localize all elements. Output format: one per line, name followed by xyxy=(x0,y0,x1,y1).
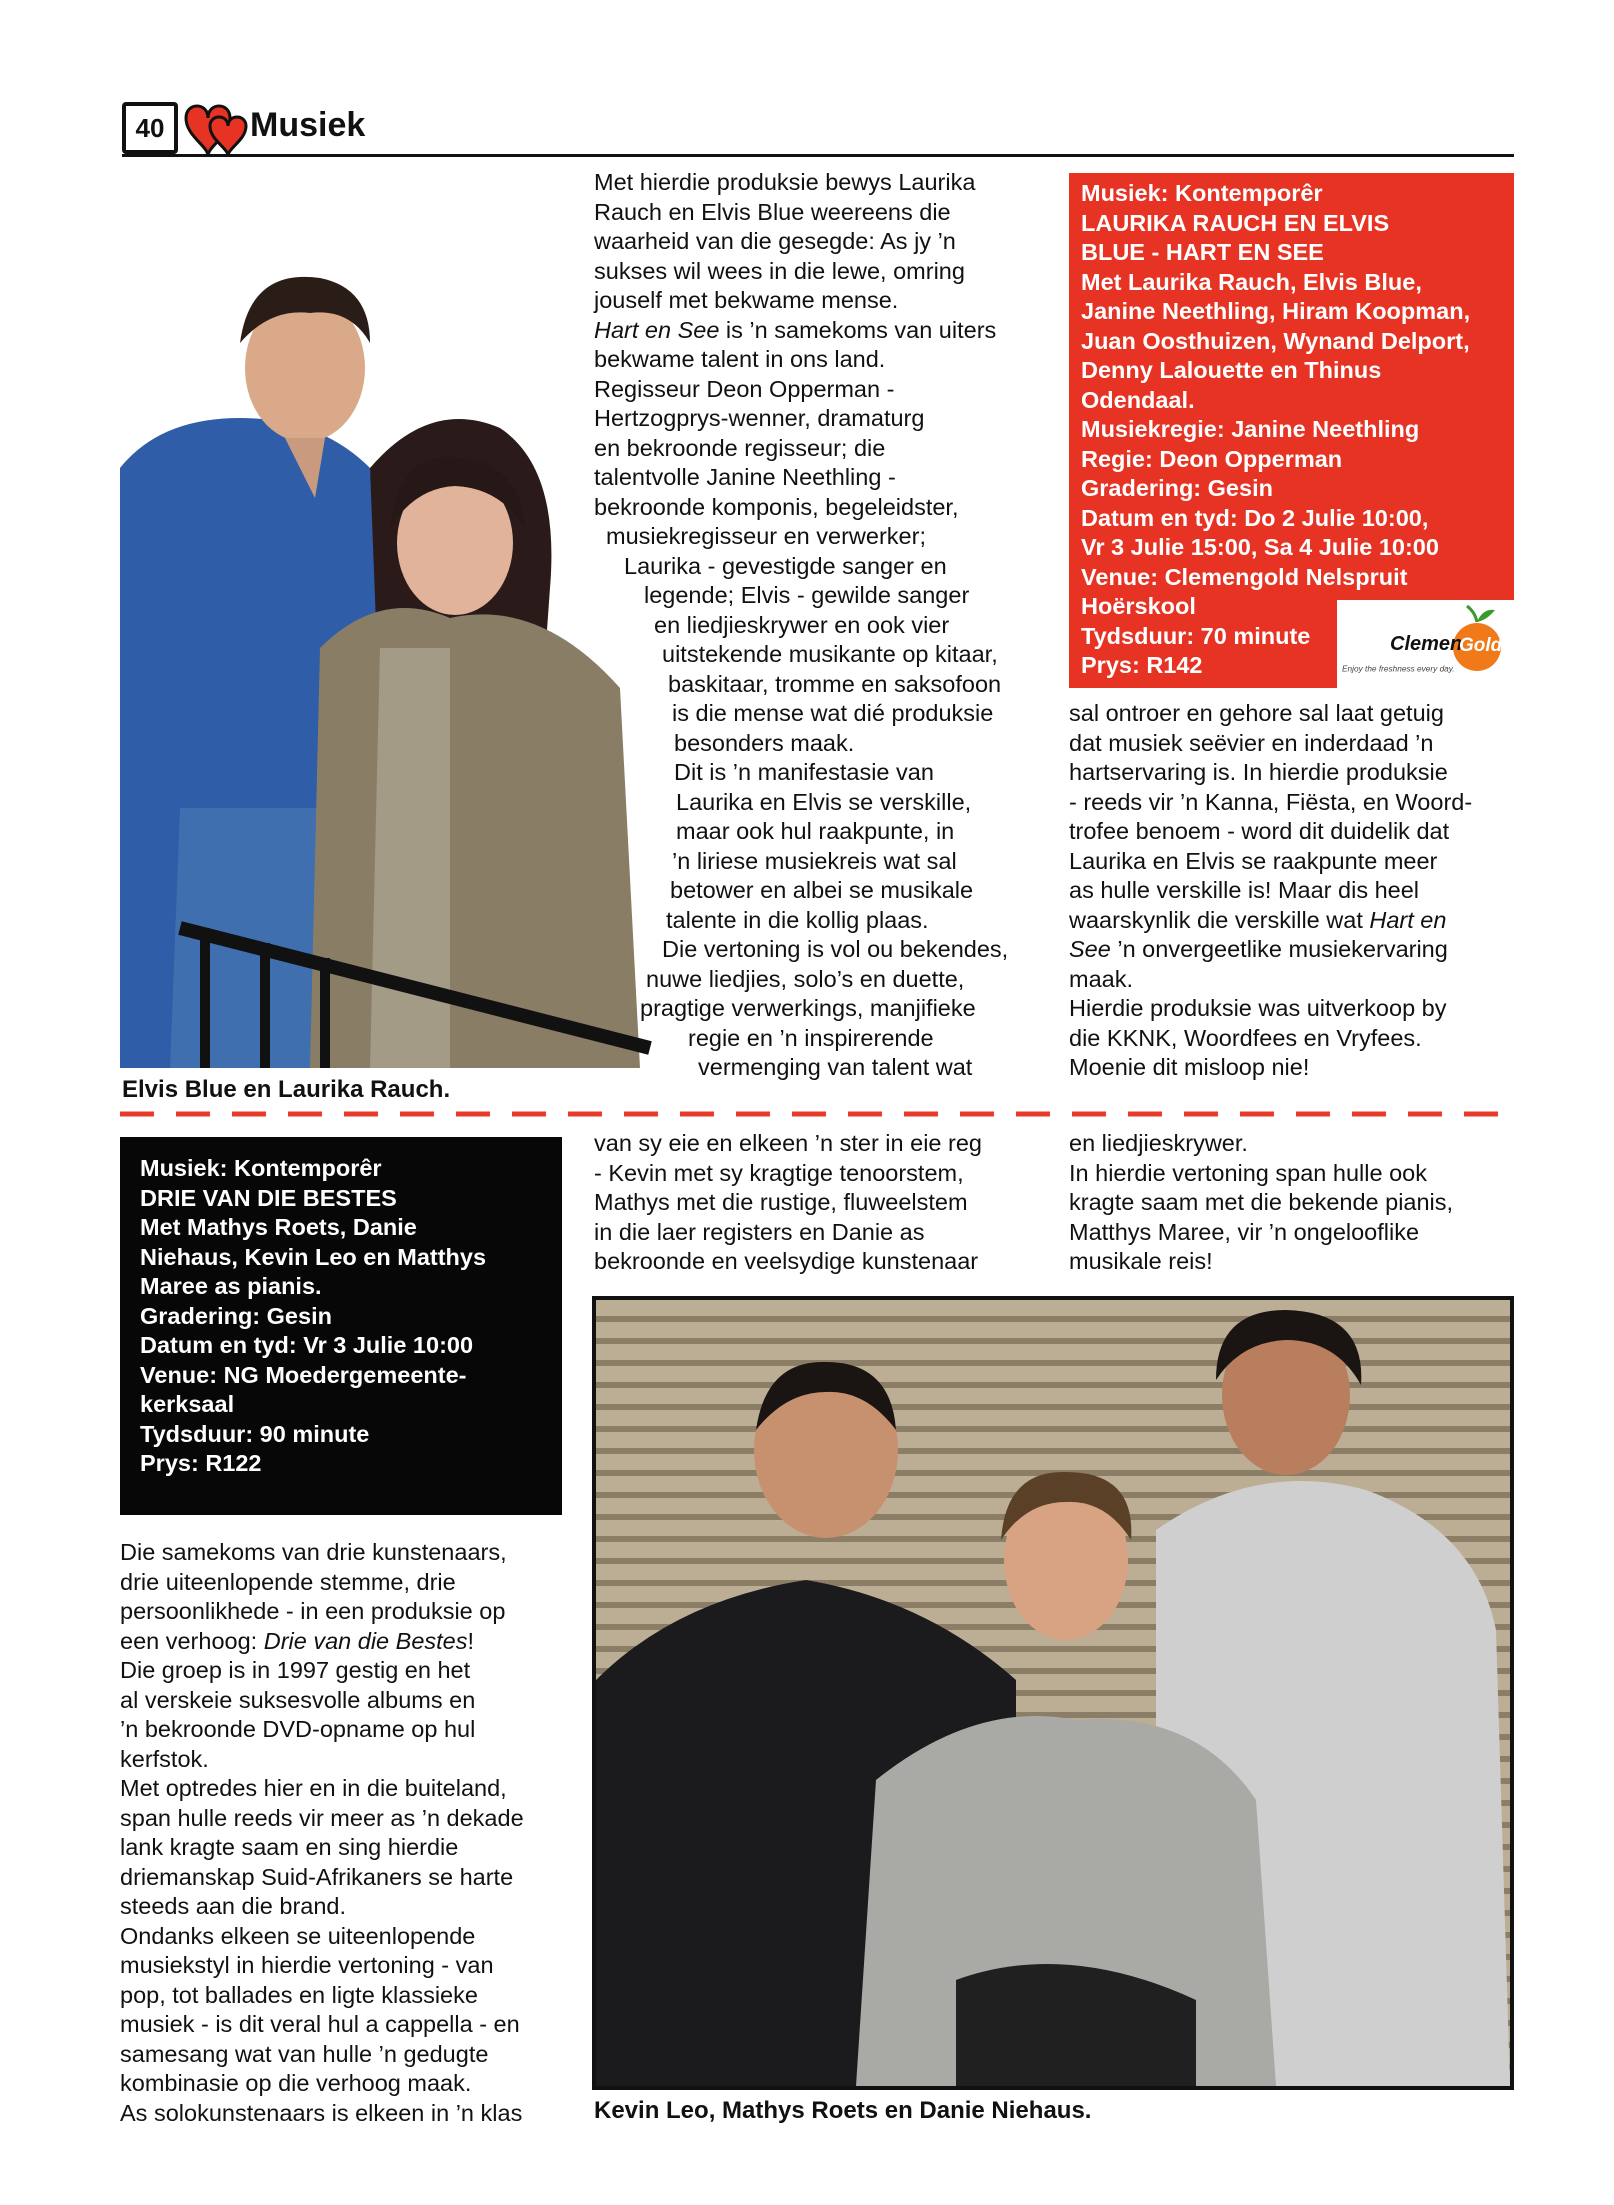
text-line: Hierdie produksie was uitverkoop by xyxy=(1069,995,1447,1021)
text-line: musiekstyl in hierdie vertoning - van xyxy=(120,1952,494,1978)
info-line: Maree as pianis. xyxy=(140,1273,322,1299)
text-line: Met hierdie produksie bewys Laurika xyxy=(594,169,976,195)
text-line: al verskeie suksesvolle albums en xyxy=(120,1686,476,1713)
text-line: Met optredes hier en in die buiteland, xyxy=(120,1775,507,1801)
info-line: Odendaal. xyxy=(1081,386,1195,413)
photo-elvis-laurika-illustration xyxy=(120,168,658,1068)
info-line: Musiekregie: Janine Neethling xyxy=(1081,416,1420,442)
header-rule xyxy=(122,154,1514,157)
info-line: Hoërskool xyxy=(1081,593,1196,619)
text-line: bekroonde komponis, begeleidster, xyxy=(594,493,959,520)
text-line: steeds aan die brand. xyxy=(120,1893,347,1919)
info-line: Datum en tyd: Do 2 Julie 10:00, xyxy=(1081,504,1429,531)
text-line: ’n bekroonde DVD-opname op hul xyxy=(120,1716,476,1742)
text-line: persoonlikhede - in een produksie op xyxy=(120,1598,506,1624)
text-line: uitstekende musikante op kitaar, xyxy=(662,641,998,667)
text-line: Hart en See is ’n samekoms van uiters xyxy=(594,316,997,343)
text-line: waarskynlik die verskille wat Hart en xyxy=(1069,906,1447,933)
text-line: - reeds vir ’n Kanna, Fiësta, en Woord- xyxy=(1069,788,1473,815)
info-line: Gradering: Gesin xyxy=(1081,475,1273,501)
info-line: Venue: Clemengold Nelspruit xyxy=(1081,563,1408,590)
info-line: Met Mathys Roets, Danie xyxy=(140,1214,417,1240)
text-line: in die laer registers en Danie as xyxy=(594,1218,925,1245)
text-line: bekroonde en veelsydige kunstenaar xyxy=(594,1248,979,1274)
text-line: nuwe liedjies, solo’s en duette, xyxy=(646,965,965,992)
text-line: baskitaar, tromme en saksofoon xyxy=(668,670,1002,697)
info-line: LAURIKA RAUCH EN ELVIS xyxy=(1081,209,1390,236)
text-line: Hertzogprys-wenner, dramaturg xyxy=(594,405,925,431)
info-line: Vr 3 Julie 15:00, Sa 4 Julie 10:00 xyxy=(1081,534,1439,560)
text-line: waarheid van die gesegde: As jy ’n xyxy=(594,228,956,254)
text-line: en bekroonde regisseur; die xyxy=(594,434,886,461)
section-divider xyxy=(120,1110,1514,1118)
text-line: trofee benoem - word dit duidelik dat xyxy=(1069,818,1450,844)
text-line: See ’n onvergeetlike musiekervaring xyxy=(1069,936,1448,962)
text-line: As solokunstenaars is elkeen in ’n klas xyxy=(120,2099,523,2126)
text-line: kragte saam met die bekende pianis, xyxy=(1069,1189,1454,1215)
photo-caption-2: Kevin Leo, Mathys Roets en Danie Niehaus. xyxy=(594,2097,1092,2124)
text-line: sal ontroer en gehore sal laat getuig xyxy=(1069,700,1444,726)
text-line: maak. xyxy=(1069,965,1133,992)
text-line: besonders maak. xyxy=(674,729,855,756)
info-line: Venue: NG Moedergemeente- xyxy=(140,1361,467,1388)
article1-column-3 xyxy=(1069,699,1472,1083)
text-line: Die groep is in 1997 gestig en het xyxy=(120,1657,471,1683)
text-line: dat musiek seëvier en inderdaad ’n xyxy=(1069,729,1434,756)
text-line: Moenie dit misloop nie! xyxy=(1069,1054,1310,1080)
text-line: betower en albei se musikale xyxy=(670,877,974,903)
photo-caption-1: Elvis Blue en Laurika Rauch. xyxy=(122,1076,451,1103)
text-line: bekwame talent in ons land. xyxy=(594,346,886,372)
text-line: span hulle reeds vir meer as ’n dekade xyxy=(120,1804,524,1831)
text-line: regie en ’n inspirerende xyxy=(688,1024,934,1051)
text-line: ’n liriese musiekreis wat sal xyxy=(672,847,957,874)
info-line: kerksaal xyxy=(140,1391,235,1417)
text-line: jouself met bekwame mense. xyxy=(594,287,899,313)
text-line: die KKNK, Woordfees en Vryfees. xyxy=(1069,1024,1422,1051)
info-line: Juan Oosthuizen, Wynand Delport, xyxy=(1081,327,1470,354)
text-line: talentvolle Janine Neethling - xyxy=(594,464,896,490)
text-line: maar ook hul raakpunte, in xyxy=(676,818,955,844)
text-line: - Kevin met sy kragtige tenoorstem, xyxy=(594,1159,964,1186)
text-line: Laurika - gevestigde sanger en xyxy=(624,552,947,579)
info-line: Regie: Deon Opperman xyxy=(1081,445,1343,472)
info-line: Tydsduur: 90 minute xyxy=(140,1420,370,1447)
text-line: Laurika en Elvis se verskille, xyxy=(676,788,972,815)
text-line: Die vertoning is vol ou bekendes, xyxy=(662,936,1009,962)
text-line: hartservaring is. In hierdie produksie xyxy=(1069,759,1448,785)
text-line: pop, tot ballades en ligte klassieke xyxy=(120,1981,478,2008)
text-line: kerfstok. xyxy=(120,1745,209,1772)
article2-column-2 xyxy=(594,1129,982,1277)
info-line: BLUE - HART EN SEE xyxy=(1081,239,1324,265)
info-line: Musiek: Kontemporêr xyxy=(1081,180,1323,206)
info-line: DRIE VAN DIE BESTES xyxy=(140,1184,397,1211)
text-line: In hierdie vertoning span hulle ook xyxy=(1069,1159,1427,1186)
text-line: musiek - is dit veral hul a cappella - en xyxy=(120,2011,520,2037)
text-line: musikale reis! xyxy=(1069,1248,1213,1274)
text-line: is die mense wat dié produksie xyxy=(672,700,994,726)
info-line: Niehaus, Kevin Leo en Matthys xyxy=(140,1243,487,1270)
info-line: Tydsduur: 70 minute xyxy=(1081,622,1311,649)
text-line: lank kragte saam en sing hierdie xyxy=(120,1834,459,1860)
photo-drie-van-die-bestes xyxy=(592,1296,1514,2090)
text-line: Laurika en Elvis se raakpunte meer xyxy=(1069,847,1438,874)
text-line: en liedjieskrywer. xyxy=(1069,1130,1248,1156)
logo-word-2: Gold xyxy=(1459,635,1503,656)
text-line: kombinasie op die verhoog maak. xyxy=(120,2070,472,2096)
text-line: van sy eie en elkeen ’n ster in eie reg xyxy=(594,1130,982,1156)
info-line: Datum en tyd: Vr 3 Julie 10:00 xyxy=(140,1332,474,1358)
page-number: 40 xyxy=(122,102,178,154)
text-line: Matthys Maree, vir ’n ongelooflike xyxy=(1069,1218,1420,1245)
text-line: Ondanks elkeen se uiteenlopende xyxy=(120,1922,476,1949)
text-line: Mathys met die rustige, fluweelstem xyxy=(594,1189,968,1215)
info-line: Denny Lalouette en Thinus xyxy=(1081,357,1382,383)
text-line: Rauch en Elvis Blue weereens die xyxy=(594,198,951,225)
text-line: samesang wat van hulle ’n gedugte xyxy=(120,2040,489,2067)
text-line: legende; Elvis - gewilde sanger xyxy=(644,582,970,608)
info-line: Gradering: Gesin xyxy=(140,1302,332,1329)
text-line: sukses wil wees in die lewe, omring xyxy=(594,257,965,284)
info-line: Janine Neethling, Hiram Koopman, xyxy=(1081,298,1471,324)
article2-column-3 xyxy=(1069,1129,1453,1277)
text-line: as hulle verskille is! Maar dis heel xyxy=(1069,877,1420,903)
text-line: drie uiteenlopende stemme, drie xyxy=(120,1568,456,1595)
logo-tagline: Enjoy the freshness every day. xyxy=(1342,664,1455,674)
text-line: driemanskap Suid-Afrikaners se harte xyxy=(120,1863,514,1890)
hearts-icon xyxy=(176,96,250,162)
section-title: Musiek xyxy=(250,106,366,144)
text-line: vermenging van talent wat xyxy=(698,1054,973,1080)
text-line: en liedjieskrywer en ook vier xyxy=(654,611,950,638)
info-line: Prys: R142 xyxy=(1081,652,1203,678)
text-line: talente in die kollig plaas. xyxy=(666,906,929,933)
text-line: een verhoog: Drie van die Bestes! xyxy=(120,1627,475,1654)
clemengold-logo xyxy=(1337,600,1514,688)
info-line: Prys: R122 xyxy=(140,1450,262,1476)
text-line: pragtige verwerkings, manjifieke xyxy=(640,995,976,1021)
photo-three-men-illustration xyxy=(596,1300,1510,2086)
article2-column-1 xyxy=(120,1538,524,2128)
info-line: Met Laurika Rauch, Elvis Blue, xyxy=(1081,268,1422,295)
show-info-box-drie-van-die-bestes xyxy=(120,1137,562,1515)
text-line: Dit is ’n manifestasie van xyxy=(674,759,934,785)
text-line: musiekregisseur en verwerker; xyxy=(606,523,926,549)
logo-word-1: Clemen xyxy=(1390,633,1463,655)
text-line: Die samekoms van drie kunstenaars, xyxy=(120,1539,507,1565)
article1-column-2 xyxy=(594,168,1008,1083)
text-line: Regisseur Deon Opperman - xyxy=(594,375,895,402)
photo-elvis-laurika xyxy=(120,168,658,1068)
info-line: Musiek: Kontemporêr xyxy=(140,1155,382,1181)
